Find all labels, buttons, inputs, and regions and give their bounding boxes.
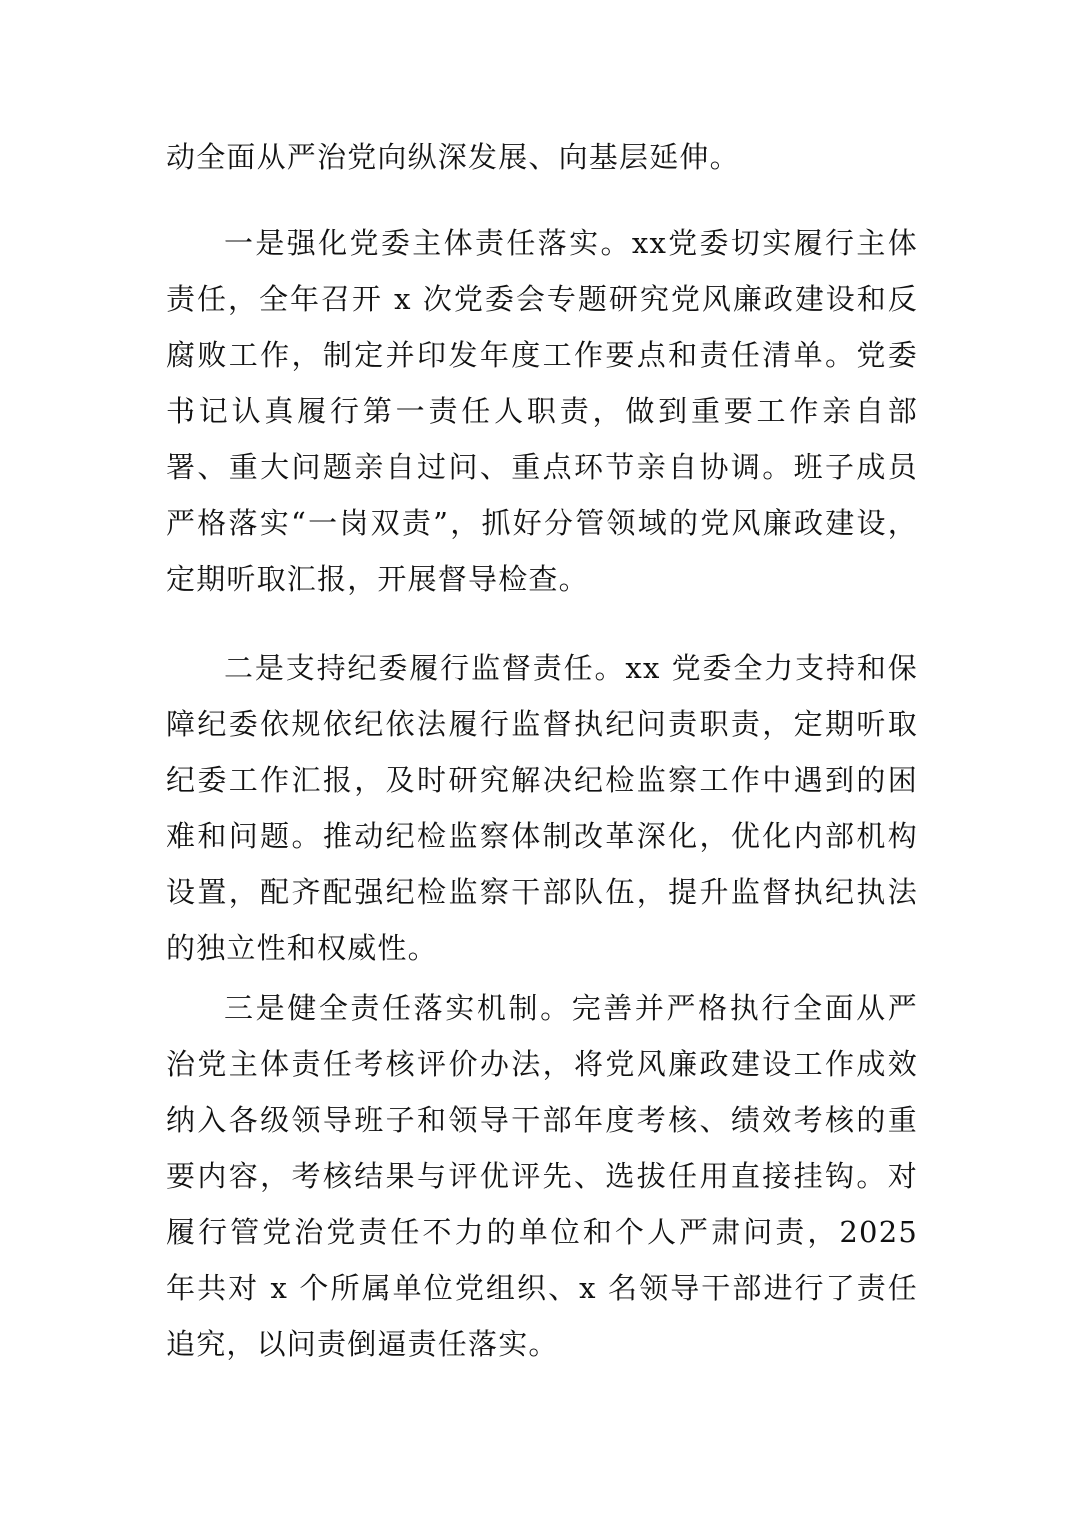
paragraph-party-committee-responsibility: 一是强化党委主体责任落实。xx党委切实履行主体责任，全年召开 x 次党委会专题研究党风廉政建设和反腐败工作，制定并印发年度工作要点和责任清单。党委书记认真履行第一责任人职责，做到重要工作亲自部署、重大问题亲自过问、重点环节亲自协调。班子成员严格落实“一岗双责”，抓好分管领域的党风廉政建设，定期听取汇报，开展督导检查。 <box>166 226 918 596</box>
paragraph-accountability-mechanism: 三是健全责任落实机制。完善并严格执行全面从严治党主体责任考核评价办法，将党风廉政建设工作成效纳入各级领导班子和领导干部年度考核、绩效考核的重要内容，考核结果与评优评先、选拔任用直接挂钩。对履行管党治党责任不力的单位和个人严肃问责，2025 年共对 x 个所属单位党组织、x 名领导干部进行了责任追究，以问责倒逼责任落实。 <box>166 991 918 1361</box>
paragraph-continuation: 动全面从严治党向纵深发展、向基层延伸。 <box>166 140 740 174</box>
paragraph-discipline-commission-supervision: 二是支持纪委履行监督责任。xx 党委全力支持和保障纪委依规依纪依法履行监督执纪问责职责，定期听取纪委工作汇报，及时研究解决纪检监察工作中遇到的困难和问题。推动纪检监察体制改革深化，优化内部机构设置，配齐配强纪检监察干部队伍，提升监督执纪执法的独立性和权威性。 <box>166 651 918 965</box>
